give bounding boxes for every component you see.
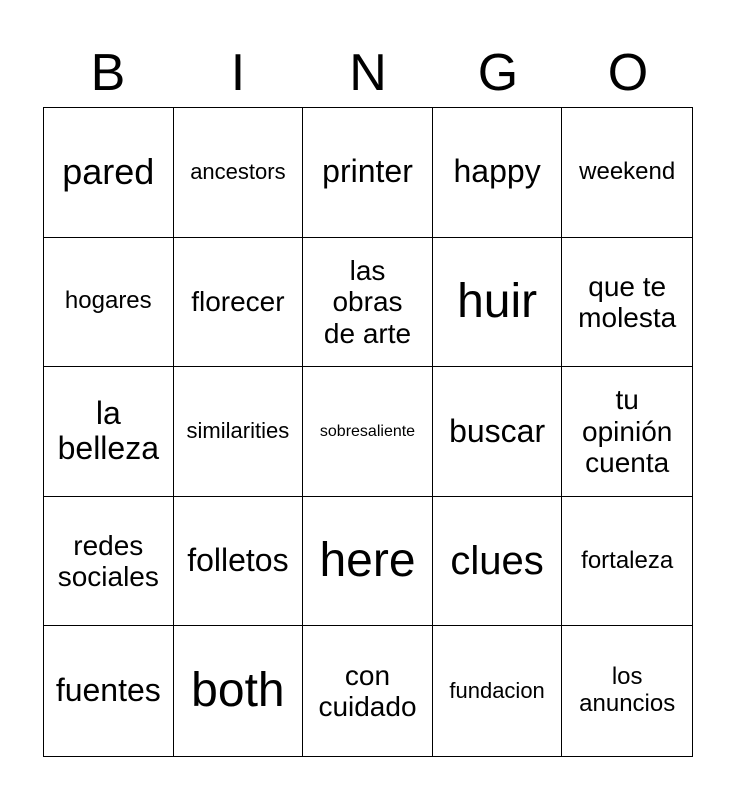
- cell-label: tu opinión cuenta: [582, 384, 673, 479]
- bingo-cell-r2-c1[interactable]: [44, 238, 174, 368]
- cell-label: weekend: [579, 157, 676, 185]
- bingo-cell-r2-c2[interactable]: [174, 238, 304, 368]
- bingo-cell-r1-c5[interactable]: [562, 108, 692, 238]
- bingo-cell-r5-c5[interactable]: [562, 626, 692, 756]
- bingo-cell-r3-c3[interactable]: [303, 367, 433, 497]
- bingo-cell-r3-c5[interactable]: [562, 367, 692, 497]
- bingo-cell-r5-c4[interactable]: [433, 626, 563, 756]
- header-letter-b: B: [90, 44, 126, 102]
- cell-label: similarities: [186, 418, 290, 444]
- cell-label: huir: [457, 275, 538, 329]
- bingo-cell-r2-c3[interactable]: [303, 238, 433, 368]
- bingo-cell-r4-c5[interactable]: [562, 497, 692, 627]
- cell-label: pared: [62, 151, 155, 193]
- cell-label: hogares: [64, 287, 152, 315]
- header-letter-n: N: [349, 44, 387, 102]
- cell-label: happy: [453, 153, 541, 190]
- cell-label: both: [191, 664, 285, 718]
- bingo-board: [43, 107, 693, 757]
- cell-label: here: [319, 534, 416, 588]
- bingo-header: [43, 40, 693, 106]
- bingo-cell-r4-c1[interactable]: [44, 497, 174, 627]
- cell-label: los anuncios: [579, 663, 676, 718]
- bingo-cell-r1-c1[interactable]: [44, 108, 174, 238]
- bingo-cell-r4-c4[interactable]: [433, 497, 563, 627]
- header-letter-i: I: [230, 44, 246, 102]
- cell-label: fuentes: [55, 672, 161, 709]
- bingo-cell-r5-c2[interactable]: [174, 626, 304, 756]
- bingo-cell-r4-c3[interactable]: [303, 497, 433, 627]
- cell-label: las obras de arte: [323, 254, 412, 349]
- bingo-cell-r3-c2[interactable]: [174, 367, 304, 497]
- cell-label: que te molesta: [578, 270, 677, 333]
- bingo-cell-r3-c1[interactable]: [44, 367, 174, 497]
- bingo-cell-r2-c4[interactable]: [433, 238, 563, 368]
- header-letter-g: G: [477, 44, 519, 102]
- cell-label: la belleza: [57, 394, 159, 467]
- bingo-cell-r5-c1[interactable]: [44, 626, 174, 756]
- cell-label: redes sociales: [57, 529, 159, 593]
- cell-label: fundacion: [449, 677, 545, 703]
- cell-label: fortaleza: [581, 546, 674, 574]
- bingo-cell-r4-c2[interactable]: [174, 497, 304, 627]
- cell-label: sobresaliente: [319, 422, 416, 440]
- header-letter-o: O: [607, 44, 649, 102]
- cell-label: folletos: [187, 542, 289, 579]
- bingo-cell-r5-c3[interactable]: [303, 626, 433, 756]
- cell-label: printer: [322, 153, 413, 190]
- bingo-cell-r1-c3[interactable]: [303, 108, 433, 238]
- bingo-cell-r2-c5[interactable]: [562, 238, 692, 368]
- cell-label: clues: [450, 538, 544, 583]
- bingo-cell-r1-c2[interactable]: [174, 108, 304, 238]
- bingo-cell-r3-c4[interactable]: [433, 367, 563, 497]
- cell-label: buscar: [449, 412, 546, 449]
- bingo-cell-r1-c4[interactable]: [433, 108, 563, 238]
- cell-label: florecer: [191, 286, 285, 318]
- cell-label: con cuidado: [318, 659, 417, 723]
- cell-label: ancestors: [190, 158, 286, 184]
